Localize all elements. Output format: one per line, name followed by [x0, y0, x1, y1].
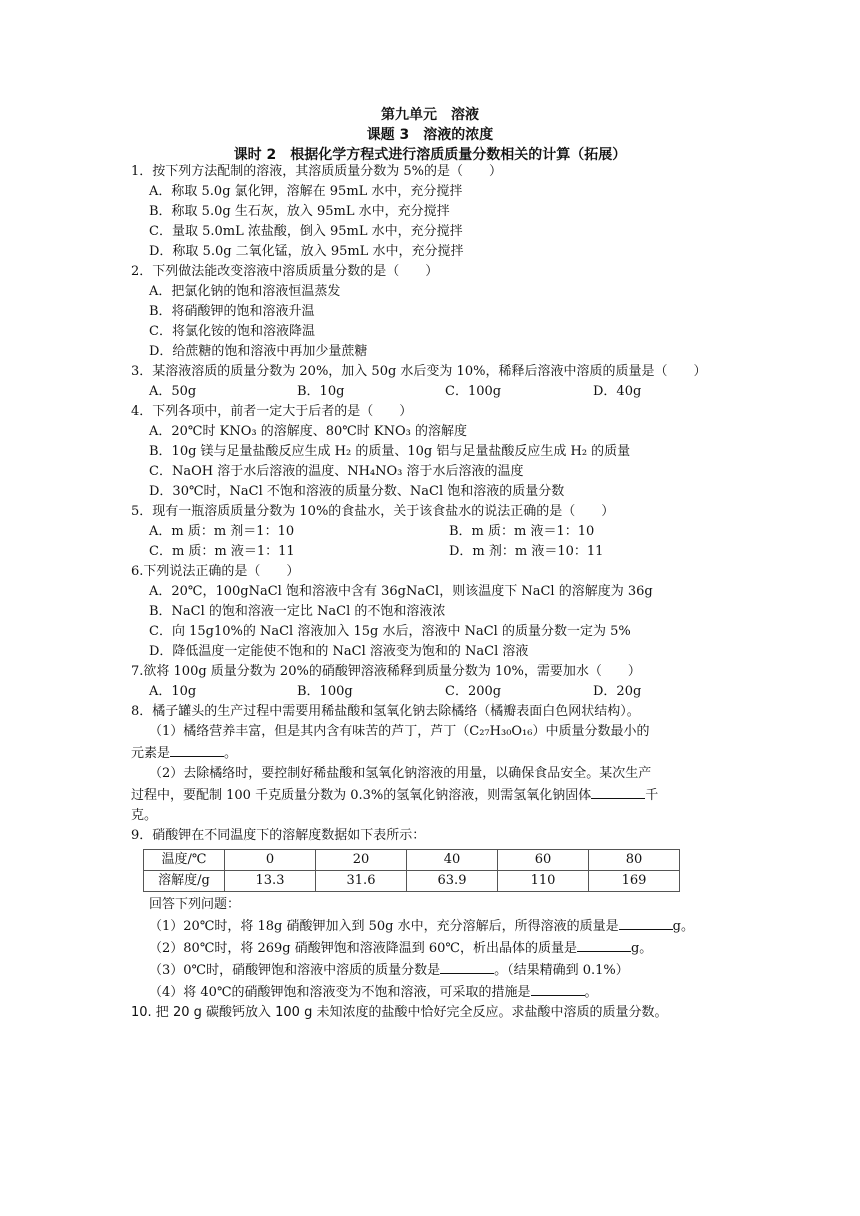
option-a: A．m 质：m 剂＝1：10: [149, 524, 295, 539]
option-d: D．20g: [593, 684, 642, 699]
text: 元素是: [131, 746, 171, 761]
subquestion-1-line: （1）橘络营养丰富，但是其内含有味苦的芦丁，芦丁（C₂₇H₃₀O₁₆）中质量分数最小的: [149, 724, 650, 739]
text: （2）80℃时，将 269g 硝酸钾饱和溶液降温到 60℃，析出晶体的质量是: [149, 941, 577, 956]
answer-blank[interactable]: [619, 915, 673, 930]
option-d: D．40g: [593, 384, 642, 399]
table-cell: 110: [498, 871, 589, 892]
option-d: D．降低温度一定能使不饱和的 NaCl 溶液变为饱和的 NaCl 溶液: [149, 644, 529, 659]
subquestion-2-line: （2）去除橘络时，要控制好稀盐酸和氢氧化钠溶液的用量，以确保食品安全。某次生产: [149, 766, 652, 781]
answer-blank[interactable]: [440, 959, 494, 974]
answer-blank[interactable]: [591, 784, 645, 799]
option-b: B．称取 5.0g 生石灰，放入 95mL 水中，充分搅拌: [149, 204, 450, 219]
table-row-solubility: [144, 871, 680, 892]
options-row: [131, 382, 741, 402]
option-c: C．向 15g10%的 NaCl 溶液加入 15g 水后，溶液中 NaCl 的质量分数一定为 5%: [149, 624, 631, 639]
prompt-text: 回答下列问题：: [149, 897, 241, 912]
subquestion-1-answer-line: [131, 742, 741, 764]
option-c: C．200g: [445, 684, 502, 699]
option-d: D．30℃时，NaCl 不饱和溶液的质量分数、NaCl 饱和溶液的质量分数: [149, 484, 565, 499]
option-c: C．m 质：m 液＝1：11: [149, 544, 295, 559]
question-4: [131, 402, 741, 502]
text: 过程中，要配制 100 千克质量分数为 0.3%的氢氧化钠溶液，则需氢氧化钠固体: [131, 788, 592, 803]
answer-blank[interactable]: [170, 742, 224, 757]
question-stem: 8．橘子罐头的生产过程中需要用稀盐酸和氢氧化钠去除橘络（橘瓣表面白色网状结构）。: [131, 704, 640, 719]
table-cell: 80: [589, 850, 680, 871]
question-stem: 9．硝酸钾在不同温度下的溶解度数据如下表所示：: [131, 828, 426, 843]
question-stem: 4．下列各项中，前者一定大于后者的是（ ）: [131, 404, 413, 419]
table-cell: 169: [589, 871, 680, 892]
option-a: A．把氯化钠的饱和溶液恒温蒸发: [149, 284, 341, 299]
solubility-table: [143, 849, 680, 892]
question-1: [131, 162, 741, 262]
table-cell: 31.6: [316, 871, 407, 892]
table-header-cell: 温度/℃: [144, 850, 225, 871]
table-row-temperature: [144, 850, 680, 871]
text: g。: [630, 941, 653, 956]
option-a: A．称取 5.0g 氯化钾，溶解在 95mL 水中，充分搅拌: [149, 184, 463, 199]
options-row: [131, 522, 741, 542]
text: 千: [645, 788, 659, 803]
text: 。: [584, 985, 598, 1000]
options-row: [131, 682, 741, 702]
table-cell: 13.3: [225, 871, 316, 892]
text: （1）20℃时，将 18g 硝酸钾加入到 50g 水中，充分溶解后，所得溶液的质量是: [149, 919, 619, 934]
option-c: C．将氯化铵的饱和溶液降温: [149, 324, 315, 339]
answer-blank[interactable]: [531, 981, 585, 996]
question-stem: 2．下列做法能改变溶液中溶质质量分数的是（ ）: [131, 264, 439, 279]
question-stem: 10. 把 20 g 碳酸钙放入 100 g 未知浓度的盐酸中恰好完全反应。求盐酸中溶质的质量分数。: [131, 1005, 668, 1020]
table-cell: 40: [407, 850, 498, 871]
question-2: [131, 262, 741, 362]
question-8: [131, 702, 741, 826]
title-block: [0, 105, 860, 165]
table-cell: 20: [316, 850, 407, 871]
question-9: [131, 826, 741, 1003]
option-a: A．20℃，100gNaCl 饱和溶液中含有 36gNaCl，则该温度下 NaCl 的溶解度为 36g: [149, 584, 653, 599]
option-b: B．10g: [297, 384, 345, 399]
option-d: D．给蔗糖的饱和溶液中再加少量蔗糖: [149, 344, 368, 359]
option-b: B．NaCl 的饱和溶液一定比 NaCl 的不饱和溶液浓: [149, 604, 446, 619]
option-c: C．100g: [445, 384, 502, 399]
question-stem: 3．某溶液溶质的质量分数为 20%，加入 50g 水后变为 10%，稀释后溶液中溶质的质量是（ ）: [131, 364, 707, 379]
text: （3）0℃时，硝酸钾饱和溶液中溶质的质量分数是: [149, 963, 441, 978]
option-b: B．10g 镁与足量盐酸反应生成 H₂ 的质量、10g 铝与足量盐酸反应生成 H₂ 的质量: [149, 444, 631, 459]
option-d: D．称取 5.0g 二氧化锰，放入 95mL 水中，充分搅拌: [149, 244, 464, 259]
table-cell: 0: [225, 850, 316, 871]
options-row: [131, 542, 741, 562]
table-header-cell: 溶解度/g: [144, 871, 225, 892]
text: g。: [672, 919, 694, 934]
question-6: [131, 562, 741, 662]
question-10: [131, 1003, 741, 1023]
question-stem: 5．现有一瓶溶质质量分数为 10%的食盐水，关于该食盐水的说法正确的是（ ）: [131, 504, 615, 519]
subquestion-2: [131, 937, 741, 959]
option-c: C．量取 5.0mL 浓盐酸，倒入 95mL 水中，充分搅拌: [149, 224, 463, 239]
option-b: B．100g: [297, 684, 353, 699]
subquestion-2-answer-line: [131, 784, 741, 806]
text: （4）将 40℃的硝酸钾饱和溶液变为不饱和溶液，可采取的措施是: [149, 985, 531, 1000]
option-b: B．m 质：m 液＝1：10: [449, 524, 595, 539]
question-stem: 7.欲将 100g 质量分数为 20%的硝酸钾溶液稀释到质量分数为 10%，需要加水（ ）: [131, 664, 641, 679]
subquestion-3: [131, 959, 741, 981]
text: 。（结果精确到 0.1%）: [494, 963, 629, 978]
option-c: C．NaOH 溶于水后溶液的温度、NH₄NO₃ 溶于水后溶液的温度: [149, 464, 524, 479]
subquestion-4: [131, 981, 741, 1003]
question-stem: 1．按下列方法配制的溶液，其溶质质量分数为 5%的是（ ）: [131, 164, 503, 179]
question-stem: 6.下列说法正确的是（ ）: [131, 564, 300, 579]
text: 。: [224, 746, 238, 761]
option-d: D．m 剂：m 液＝10：11: [449, 544, 604, 559]
option-a: A．50g: [149, 384, 197, 399]
unit-title: 第九单元 溶液: [381, 107, 479, 123]
question-list: [131, 162, 741, 1023]
question-3: [131, 362, 741, 402]
lesson-title: 课时 2 根据化学方程式进行溶质质量分数相关的计算（拓展）: [233, 147, 627, 163]
table-cell: 63.9: [407, 871, 498, 892]
table-cell: 60: [498, 850, 589, 871]
subquestion-2-end: 克。: [131, 808, 158, 823]
subquestion-1: [131, 915, 741, 937]
question-7: [131, 662, 741, 702]
option-a: A．10g: [149, 684, 197, 699]
answer-blank[interactable]: [577, 937, 631, 952]
option-a: A．20℃时 KNO₃ 的溶解度、80℃时 KNO₃ 的溶解度: [149, 424, 467, 439]
topic-title: 课题 3 溶液的浓度: [366, 127, 494, 143]
question-5: [131, 502, 741, 562]
option-b: B．将硝酸钾的饱和溶液升温: [149, 304, 315, 319]
